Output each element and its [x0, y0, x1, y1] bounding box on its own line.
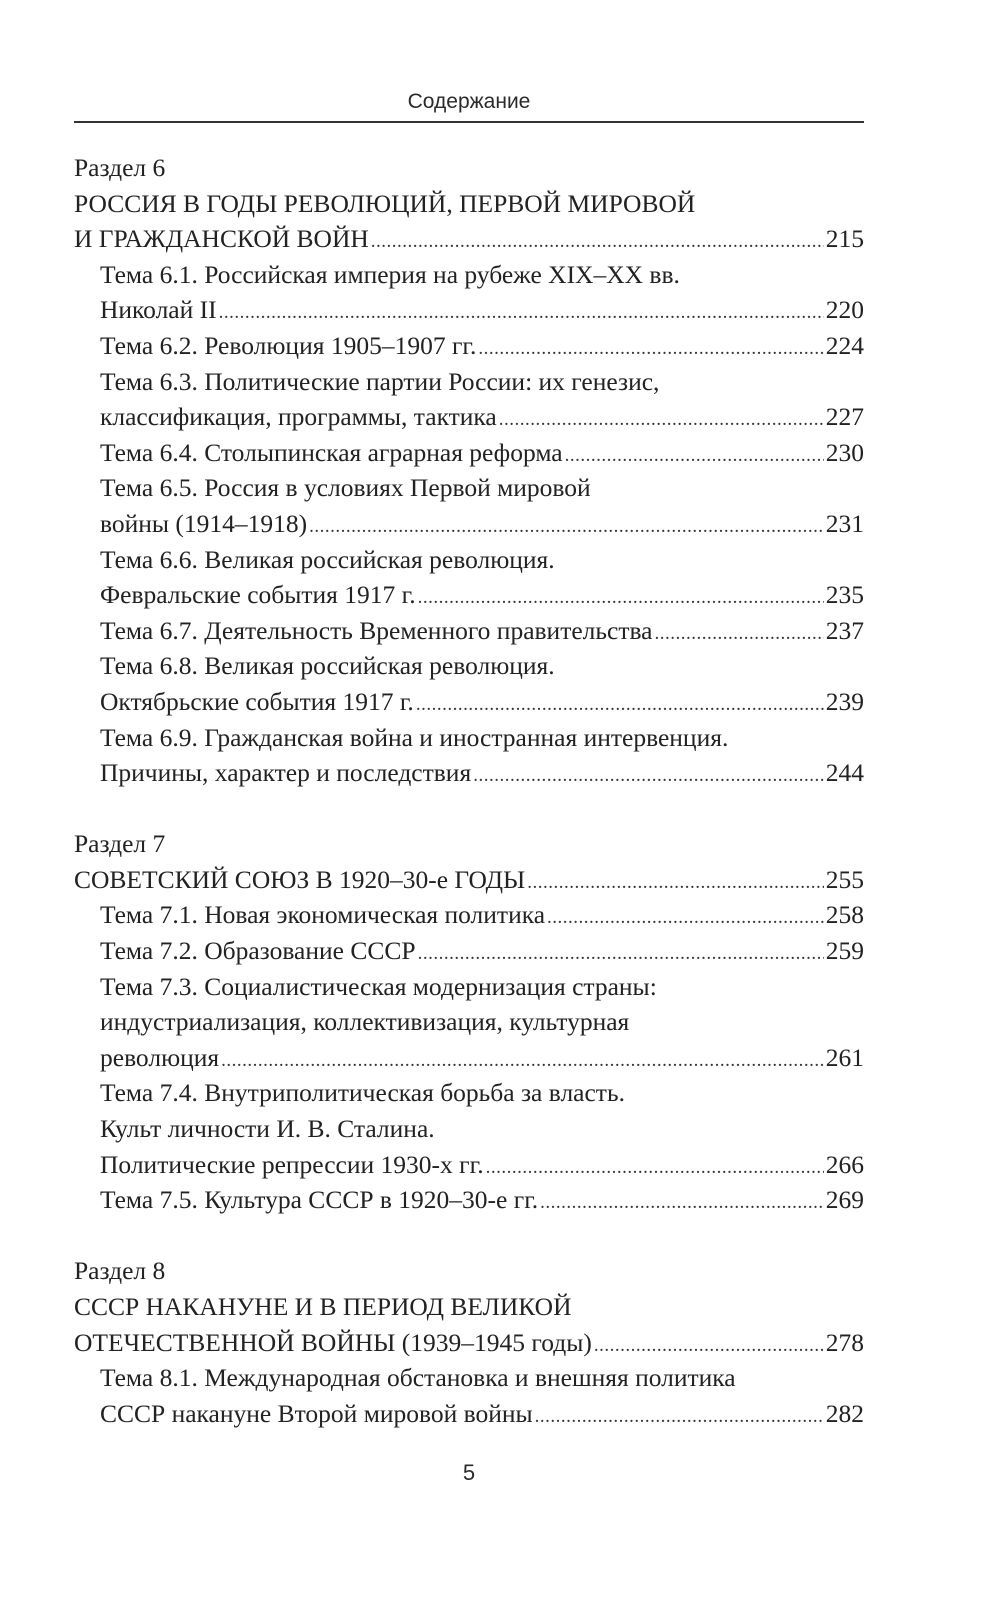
entry-text: Тема 6.7. Деятельность Временного правительства [100, 615, 653, 645]
dot-leader [418, 936, 824, 969]
header-rule [74, 121, 864, 123]
dot-leader [535, 1399, 824, 1432]
topic-entry-line [74, 328, 864, 364]
topic-entry-line [74, 1147, 864, 1183]
dot-leader [478, 331, 823, 364]
topic-entry-line [74, 1182, 864, 1218]
topic-entry-line [74, 506, 864, 542]
topic-entry-line [74, 1040, 864, 1076]
topic-entry-line: Тема 6.9. Гражданская война и иностранная интервенция. [100, 722, 729, 752]
topic-entry-line: Тема 6.8. Великая российская революция. [100, 651, 555, 681]
page-ref: 237 [825, 615, 864, 645]
entry-text: Тема 7.1. Новая экономическая политика [100, 900, 546, 930]
entry-text: Политические репрессии 1930-х гг. [100, 1149, 484, 1179]
topic-entry-line: Тема 7.4. Внутриполитическая борьба за власть. [100, 1078, 625, 1108]
section-title-line: РОССИЯ В ГОДЫ РЕВОЛЮЦИЙ, ПЕРВОЙ МИРОВОЙ [74, 188, 696, 218]
topic-entry-line: Тема 8.1. Международная обстановка и внешняя политика [100, 1363, 736, 1393]
dot-leader [416, 687, 824, 720]
entry-text: Октябрьские события 1917 г. [100, 686, 414, 716]
topic-entry-line [74, 613, 864, 649]
section-title-line: СССР НАКАНУНЕ И В ПЕРИОД ВЕЛИКОЙ [74, 1292, 572, 1321]
dot-leader [499, 402, 824, 435]
topic-entry-line: Тема 7.3. Социалистическая модернизация страны: [100, 971, 657, 1001]
topic-entry-line [74, 755, 864, 791]
dot-leader [547, 900, 824, 933]
topic-entry-line [74, 897, 864, 933]
topic-entry-line [74, 684, 864, 720]
topic-entry-line [74, 1396, 864, 1432]
page-ref: 231 [825, 508, 864, 538]
page-ref: 239 [825, 686, 864, 716]
dot-leader [540, 1185, 824, 1218]
entry-text: Тема 7.5. Культура СССР в 1920–30-е гг. [100, 1185, 539, 1215]
page-number: 5 [462, 1460, 476, 1485]
section-title-line [74, 221, 864, 257]
dot-leader [565, 438, 824, 471]
page-ref: 266 [825, 1149, 864, 1179]
dot-leader [309, 509, 824, 542]
page-ref: 258 [825, 900, 864, 930]
topic-entry-line [74, 435, 864, 471]
entry-text: СССР накануне Второй мировой войны [100, 1398, 533, 1428]
entry-text: Тема 6.2. Революция 1905–1907 гг. [100, 330, 477, 360]
topic-entry-line [74, 399, 864, 435]
table-of-contents [74, 150, 864, 1431]
topic-entry-line: Тема 6.1. Российская империя на рубеже XIX–XX вв. [100, 259, 680, 289]
page-ref: 227 [825, 402, 864, 432]
topic-entry-line [74, 292, 864, 328]
page-ref: 224 [825, 330, 864, 360]
topic-entry-line: Тема 6.3. Политические партии России: их генезис, [100, 366, 660, 396]
section-label: Раздел 8 [74, 1256, 166, 1286]
page-ref: 278 [825, 1327, 864, 1357]
topic-entry-line [74, 933, 864, 969]
entry-text: Февральские события 1917 г. [100, 580, 416, 610]
topic-entry-line: Культ личности И. В. Сталина. [100, 1114, 435, 1144]
dot-leader [219, 295, 824, 328]
page-ref: 269 [825, 1185, 864, 1215]
entry-text: И ГРАЖДАНСКОЙ ВОЙН [74, 224, 369, 254]
section-spacer [74, 791, 864, 827]
entry-text: классификация, программы, тактика [100, 402, 497, 432]
running-head: Содержание [407, 90, 531, 113]
section-label: Раздел 7 [74, 829, 166, 859]
dot-leader [527, 865, 823, 898]
page-ref: 259 [825, 936, 864, 966]
dot-leader [594, 1328, 824, 1361]
entry-text: Тема 7.2. Образование СССР [100, 936, 416, 966]
entry-text: Причины, характер и последствия [100, 758, 472, 788]
topic-entry-line: индустриализация, коллективизация, культурная [100, 1007, 630, 1037]
page-ref: 255 [825, 864, 864, 894]
section-title-line [74, 862, 864, 898]
page-ref: 220 [825, 295, 864, 325]
entry-text: Тема 6.4. Столыпинская аграрная реформа [100, 437, 563, 467]
dot-leader [486, 1150, 824, 1183]
page-ref: 282 [825, 1398, 864, 1428]
topic-entry-line: Тема 6.6. Великая российская революция. [100, 544, 555, 574]
dot-leader [221, 1043, 824, 1076]
section-label: Раздел 6 [74, 153, 166, 182]
dot-leader [418, 580, 824, 613]
page-ref: 230 [825, 437, 864, 467]
entry-text: ОТЕЧЕСТВЕННОЙ ВОЙНЫ (1939–1945 годы) [74, 1327, 592, 1357]
dot-leader [473, 758, 824, 791]
page-ref: 235 [825, 580, 864, 610]
page-ref: 244 [825, 758, 864, 788]
topic-entry-line [74, 577, 864, 613]
entry-text: СОВЕТСКИЙ СОЮЗ В 1920–30-е ГОДЫ [74, 864, 526, 894]
topic-entry-line: Тема 6.5. Россия в условиях Первой мировой [100, 473, 591, 503]
entry-text: войны (1914–1918) [100, 508, 308, 538]
page-ref: 215 [825, 224, 864, 254]
page-ref: 261 [825, 1042, 864, 1072]
dot-leader [655, 616, 824, 649]
entry-text: революция [100, 1042, 220, 1072]
entry-text: Николай II [100, 295, 217, 325]
section-spacer [74, 1218, 864, 1254]
section-title-line [74, 1325, 864, 1361]
dot-leader [371, 224, 824, 257]
